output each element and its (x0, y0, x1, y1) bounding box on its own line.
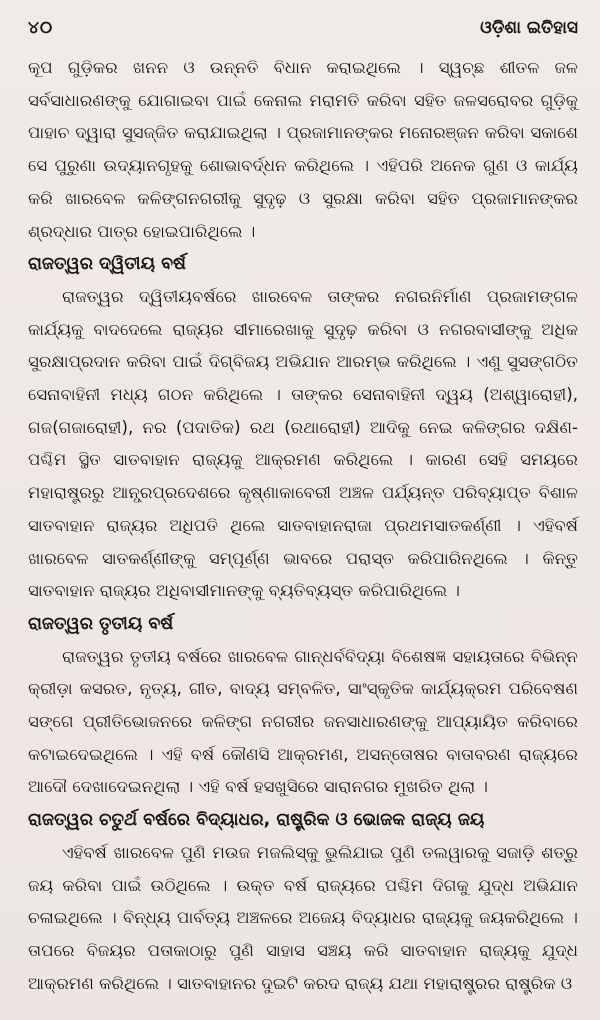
paragraph-fourth-year: ଏହିବର୍ଷ ଖାରବେଳ ପୁଣି ମଉଜ ମଜଲିସ୍‌କୁ ଭୁଲିଯାଇ ପୁଣି ତଲୱାରକୁ ସଜାଡ଼ି ଶତ୍ରୁ ଜୟ କରିବା ପାଇଁ ଉଠିଥିଲେ । ଉକ୍ତ ବର୍ଷ ରାଜ୍ୟରେ ପଶ୍ଚିମ ଦିଗକୁ ଯୁଦ୍ଧ ଅଭିଯାନ ଚଳାଇଥିଲେ । ବିନ୍ଧ୍ୟ ପାର୍ବତ୍ୟ ଅଞ୍ଚଳରେ ଅଜେୟ ବିଦ୍ୟାଧର ରାଜ୍ୟକୁ ଜୟକରିଥିଲେ । ତାପରେ ବିଜୟର ପତାକାଠାରୁ ପୁଣି ସାହାସ ସଞ୍ଚୟ କରି ସାତବାହାନ ରାଜ୍ୟକୁ ଯୁଦ୍ଧ ଆକ୍ରମଣ କରିଥିଲେ । ସାତବାହାନର ଦୁଇଟି କରଦ ରାଜ୍ୟ ଯଥା ମହାରାଷ୍ଟ୍ରର ରାଷ୍ଟ୍ରିକ ଓ (28, 842, 578, 993)
section-heading-third-year: ରାଜତ୍ୱର ତୃତୀୟ ବର୍ଷ (28, 613, 174, 634)
page-number: ୪୦ (28, 18, 54, 38)
paragraph-second-year: ରାଜତ୍ୱର ଦ୍ୱିତୀୟବର୍ଷରେ ଖାରବେଳ ତାଙ୍କର ନଗରନିର୍ମାଣ ପ୍ରଜାମଙ୍ଗଳ କାର୍ଯ୍ୟକୁ ବାଦଦେଲେ ରାଜ୍ୟର ସୀମାରେଖାକୁ ସୁଦୃଢ଼ କରିବା ଓ ନଗରବାସୀଙ୍କୁ ଅଧିକ ସୁରକ୍ଷାପ୍ରଦାନ କରିବା ପାଇଁ ଦିଗ୍‌ବିଜୟ ଅଭିଯାନ ଆରମ୍ଭ କରିଥିଲେ । ଏଣୁ ସୁସଙ୍ଗଠିତ ସେନାବାହିନୀ ମଧ୍ୟ ଗଠନ କରିଥିଲେ । ତାଙ୍କର ସେନାବାହିନୀ ଦ୍ୱୟ (ଅଶ୍ୱାରୋହୀ), ଗଜ(ଗଜାରୋହୀ), ନର (ପଦାତିକ) ରଥ (ରଥାରୋହୀ) ଆଦିକୁ ନେଇ କଳିଙ୍ଗର ଦକ୍ଷିଣ-ପଶ୍ଚିମ ସ୍ଥିତ ସାତବାହାନ ରାଜ୍ୟକୁ ଆକ୍ରମଣ କରିଥିଲେ । କାରଣ ସେହି ସମୟରେ ମହାରାଷ୍ଟ୍ରରୁ ଆନ୍ଧ୍ରପ୍ରଦେଶରେ କୃଷ୍ଣାକାବେରୀ ଅଞ୍ଚଳ ପର୍ଯ୍ୟନ୍ତ ପରିବ୍ୟାପ୍ତ ବିଶାଳ ସାତବାହାନ ରାଜ୍ୟର ଅଧିପତି ଥିଲେ ସାତବାହାନରାଜା ପ୍ରଥମସାତକର୍ଣ୍ଣୀ । ଏହିବର୍ଷ ଖାରବେଳ ସାତକର୍ଣ୍ଣୀଙ୍କୁ ସମ୍ପୂର୍ଣ୍ଣ ଭାବରେ ପରାସ୍ତ କରିପାରିନଥିଲେ । କିନ୍ତୁ ସାତବାହାନ ରାଜ୍ୟର ଅଧିବାସୀମାନଙ୍କୁ ବ୍ୟତିବ୍ୟସ୍ତ କରିପାରିଥିଲେ । (28, 286, 578, 601)
book-title: ଓଡ଼ିଶା ଇତିହାସ (480, 18, 578, 38)
body-text (28, 52, 578, 1000)
section-heading-second-year: ରାଜତ୍ୱର ଦ୍ୱିତୀୟ ବର୍ଷ (28, 254, 186, 275)
running-header (28, 18, 578, 52)
section-heading-fourth-year: ରାଜତ୍ୱର ଚତୁର୍ଥ ବର୍ଷରେ ବିଦ୍ୟାଧର, ରାଷ୍ଟ୍ରିକ ଓ ଭୋଜକ ରାଜ୍ୟ ଜୟ (28, 810, 485, 831)
paragraph-third-year: ରାଜତ୍ୱର ତୃତୀୟ ବର୍ଷରେ ଖାରବେଳ ଗାନ୍ଧର୍ବବିଦ୍ୟା ବିଶେଷଜ୍ଞ ସହାୟତାରେ ବିଭିନ୍ନ କ୍ରୀଡ଼ା କସରତ, ନୃତ୍ୟ, ଗୀତ, ବାଦ୍ୟ ସମ୍ବଳିତ, ସାଂସ୍କୃତିକ କାର୍ଯ୍ୟକ୍ରମ ପରିବେଷଣ ସଙ୍ଗେ ପ୍ରୀତିଭୋଜନରେ କଳିଙ୍ଗ ନଗରୀର ଜନସାଧାରଣଙ୍କୁ ଆପ୍ୟାୟିତ କରିବାରେ କଟାଇଦେଇଥିଲେ । ଏହି ବର୍ଷ କୌଣସି ଆକ୍ରମଣ, ଅସନ୍ତୋଷର ବାତାବରଣ ରାଜ୍ୟରେ ଆଦୌ ଦେଖାଦେଇନଥିଲା । ଏହି ବର୍ଷ ହସଖୁସିରେ ସାରାନଗର ମୁଖରିତ ଥିଲା । (28, 646, 578, 797)
paragraph-intro: କୂପ ଗୁଡ଼ିକର ଖନନ ଓ ଉନ୍ନତି ବିଧାନ କରାଇଥିଲେ । ସ୍ୱଚ୍ଛ ଶୀତଳ ଜଳ ସର୍ବସାଧାରଣଙ୍କୁ ଯୋଗାଇବା ପାଇଁ କେନାଲ ମରାମତି କରିବା ସହିତ ଜଳସରୋବର ଗୁଡ଼ିକୁ ପାହାଚ ଦ୍ୱାରା ସୁସଜ୍ଜିତ କରାଯାଇଥିଲା । ପ୍ରଜାମାନଙ୍କର ମନୋରଞ୍ଜନ କରିବା ସକାଶେ ସେ ପୁରୁଣା ଉଦ୍ୟାନଗୃହକୁ ଶୋଭାବର୍ଦ୍ଧନ କରିଥିଲେ । ଏହିପରି ଅନେକ ଗୁଣ ଓ କାର୍ଯ୍ୟ କରି ଖାରବେଳ କଳିଙ୍ଗନଗରୀକୁ ସୁଦୃଢ଼ ଓ ସୁରକ୍ଷା କରିବା ସହିତ ପ୍ରଜାମାନଙ୍କର ଶ୍ରଦ୍ଧାର ପାତ୍ର ହୋଇପାରିଥିଲେ । (28, 58, 578, 241)
